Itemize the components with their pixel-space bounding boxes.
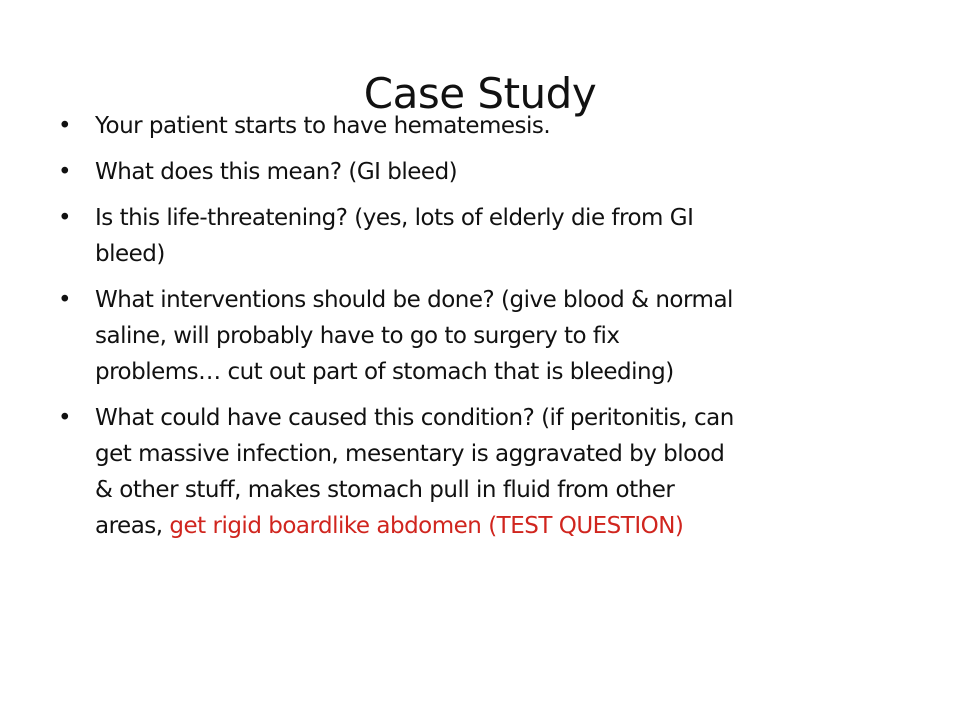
bullet-list [58, 108, 748, 554]
bullet-icon: • [58, 113, 72, 139]
bullet-text: Is this life-threatening? (yes, lots of elderly die from GI bleed) [95, 205, 694, 267]
slide-title: Case Study [363, 69, 597, 118]
bullet-item [58, 282, 748, 390]
bullet-icon: • [58, 405, 72, 431]
bullet-item [58, 154, 748, 190]
bullet-text: What could have caused this condition? (if peritonitis, can get massive infection, mesentary is aggravated by blood & other stuff, makes stomach pull in fluid from other areas, [95, 405, 734, 539]
bullet-item [58, 108, 748, 144]
bullet-text: Your patient starts to have hematemesis. [95, 113, 551, 139]
bullet-text: What interventions should be done? (give blood & normal saline, will probably have to go to surgery to fix problems… cut out part of stomach that is bleeding) [95, 287, 733, 385]
bullet-icon: • [58, 205, 72, 231]
bullet-item [58, 200, 748, 272]
bullet-text: What does this mean? (GI bleed) [95, 159, 458, 185]
bullet-item [58, 400, 748, 544]
test-question-highlight: get rigid boardlike abdomen (TEST QUESTION) [169, 513, 684, 539]
bullet-icon: • [58, 287, 72, 313]
bullet-icon: • [58, 159, 72, 185]
